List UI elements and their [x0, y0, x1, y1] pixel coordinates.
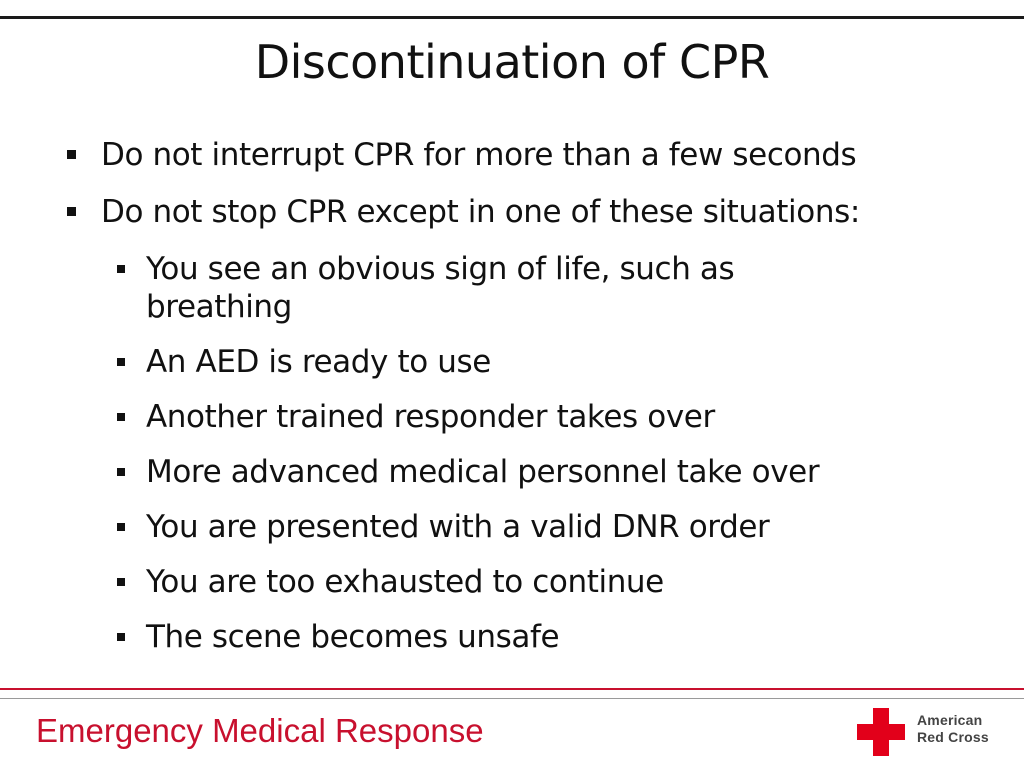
sub-bullet-item: [60, 508, 1000, 546]
square-bullet-icon: [117, 578, 125, 586]
sub-bullet-item: [60, 250, 1000, 326]
square-bullet-icon: [117, 523, 125, 531]
bullet-list: [60, 136, 1000, 673]
square-bullet-icon: [117, 633, 125, 641]
sub-bullet-text: You are presented with a valid DNR order: [146, 509, 770, 545]
bullet-text: Do not stop CPR except in one of these situations:: [101, 194, 860, 230]
slide-title: Discontinuation of CPR: [254, 35, 770, 89]
square-bullet-icon: [117, 468, 125, 476]
sub-bullet-item: [60, 343, 1000, 381]
square-bullet-icon: [67, 150, 76, 159]
sub-bullet-item: [60, 618, 1000, 656]
footer-divider-red: [0, 688, 1024, 690]
square-bullet-icon: [117, 358, 125, 366]
logo-line-1: American: [917, 712, 983, 728]
sub-bullet-item: [60, 398, 1000, 436]
sub-bullet-text: An AED is ready to use: [146, 344, 491, 380]
square-bullet-icon: [117, 413, 125, 421]
sub-bullet-text: You are too exhausted to continue: [146, 564, 664, 600]
sub-bullet-text: More advanced medical personnel take over: [146, 454, 820, 490]
sub-bullet-item: [60, 453, 1000, 491]
sub-bullet-text: You see an obvious sign of life, such as breathing: [146, 251, 735, 325]
logo-line-2: Red Cross: [917, 729, 989, 745]
bullet-item: [60, 193, 1000, 231]
top-divider: [0, 16, 1024, 19]
american-red-cross-logo: [857, 708, 1007, 756]
bullet-item: [60, 136, 1000, 174]
square-bullet-icon: [67, 207, 76, 216]
square-bullet-icon: [117, 265, 125, 273]
sub-bullet-item: [60, 563, 1000, 601]
footer-course-title: Emergency Medical Response: [36, 712, 484, 749]
footer-divider-gray: [0, 698, 1024, 699]
logo-wordmark: [917, 712, 989, 746]
sub-bullet-text: Another trained responder takes over: [146, 399, 715, 435]
bullet-text: Do not interrupt CPR for more than a few seconds: [101, 137, 857, 173]
red-cross-icon: [857, 708, 905, 756]
sub-bullet-text: The scene becomes unsafe: [146, 619, 560, 655]
